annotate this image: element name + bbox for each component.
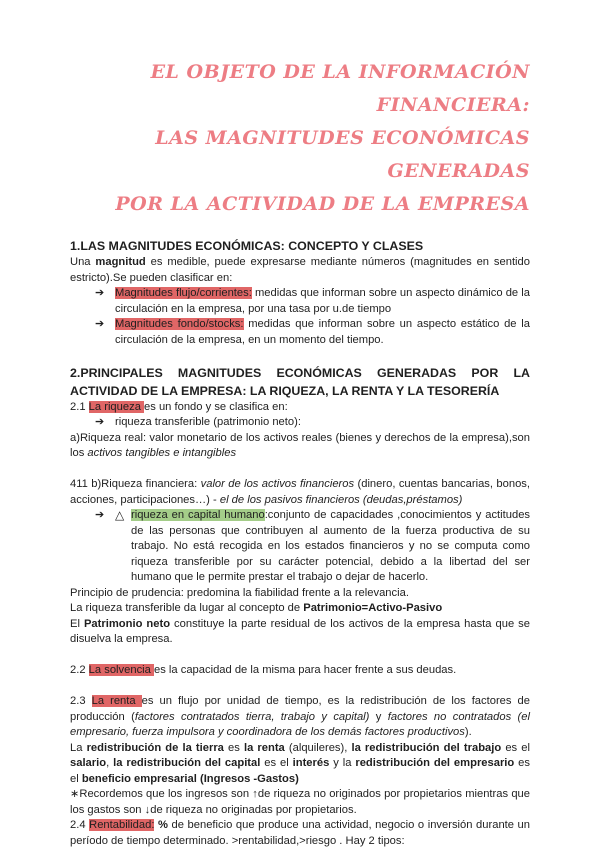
text-run: la renta	[243, 741, 285, 754]
text-run: de beneficio que produce una actividad, negocio o inversión durante un período de tiempo determinado. >rentabilidad,>riesgo . Hay 2 tipos:	[70, 819, 531, 847]
text-run: ∗Recordemos que los ingresos son ↑de riqueza no originados por propietarios mientras que los gastos son ↓de riqueza no originadas por propietarios.	[70, 788, 530, 816]
text-run: 2.4	[70, 819, 90, 831]
text-run: activos tangibles e intangibles	[87, 447, 237, 459]
highlighted-text-run: La solvencia	[88, 664, 154, 676]
bullet-text	[115, 286, 530, 317]
paragraph	[70, 617, 530, 648]
bullet-item	[70, 508, 530, 586]
text-run: ,	[106, 757, 114, 769]
highlighted-text-run: La renta	[91, 695, 142, 707]
text-run: 2.2	[70, 664, 89, 676]
text-run: salario	[70, 757, 107, 769]
bullet-text	[115, 415, 530, 431]
text-run: Principio de prudencia: predomina la fiabilidad frente a la relevancia.	[70, 586, 409, 599]
paragraph	[70, 477, 530, 508]
document-title	[70, 56, 530, 221]
section-heading	[70, 364, 530, 400]
text-run: riqueza transferible (patrimonio neto):	[115, 416, 301, 428]
text-run: (dinero, cuentas bancarias, bonos, acciones, participaciones…) -	[70, 478, 530, 506]
text-run: 2.3	[70, 695, 92, 707]
paragraph	[70, 818, 530, 848]
text-run: 411 b)Riqueza financiera:	[70, 478, 201, 490]
text-run: magnitud	[95, 256, 146, 268]
text-run: redistribución del empresario	[355, 757, 515, 769]
text-run: medidas que informan sobre un aspecto dinámico de la circulación en la empresa, por una tasa por u.de tiempo	[115, 287, 530, 315]
highlighted-text-run: Magnitudes fondo/stocks:	[115, 318, 244, 330]
text-run: y la	[329, 757, 356, 769]
arrow-bullet-icon: ➔	[95, 287, 105, 299]
arrow-bullet-icon: ➔	[95, 318, 105, 330]
text-run: :conjunto de capacidades ,conocimientos y actitudes de las personas que contribuyen al aumento de la fuerza productiva de su trabajo. No está recogida en los estados financieros y no se computa como riqueza transferible por su carácter potencial, debido a la libertad del ser humano que le permite prestar el trabajo o dejar de hacerlo.	[131, 509, 531, 583]
title-line: POR LA ACTIVIDAD DE LA EMPRESA	[115, 193, 530, 215]
text-run: ).	[464, 726, 472, 738]
highlighted-text-run: Magnitudes flujo/corrientes:	[115, 287, 252, 299]
bullet-text	[131, 508, 530, 586]
text-run: medidas que informan sobre un aspecto estático de la circulación de la empresa, en un momento del tiempo.	[115, 318, 530, 346]
text-run: %	[158, 819, 168, 831]
text-run: 1.LAS MAGNITUDES ECONÓMICAS: CONCEPTO Y CLASES	[70, 239, 424, 253]
text-run: factores contratados tierra, trabajo y capital)	[134, 710, 370, 723]
text-run: es la capacidad de la misma para hacer frente a sus deudas.	[153, 664, 457, 676]
text-run: a)Riqueza real: valor monetario de los activos reales (bienes y derechos de la empresa),son los	[70, 431, 530, 459]
title-line: EL OBJETO DE LA INFORMACIÓN FINANCIERA:	[150, 61, 530, 116]
text-run: es el	[501, 741, 530, 754]
text-run: es el	[260, 757, 293, 769]
text-run: es	[223, 741, 244, 754]
paragraph	[70, 694, 530, 741]
text-run: valor de los activos financieros	[200, 478, 358, 490]
text-run: La riqueza transferible da lugar al concepto de	[70, 602, 304, 614]
text-run: (alquileres),	[284, 741, 352, 754]
text-run: beneficio empresarial (Ingresos -Gastos)	[81, 772, 299, 785]
highlighted-text-run: Rentabilidad:	[89, 819, 155, 831]
text-run: el de los pasivos financieros (deudas,préstamos)	[219, 493, 463, 506]
blank-line	[70, 348, 530, 364]
text-run: y	[369, 710, 388, 723]
text-run: 2.PRINCIPALES MAGNITUDES ECONÓMICAS GENERADAS POR LA ACTIVIDAD DE LA EMPRESA: LA RIQUEZA, LA RENTA Y LA TESORERÍA	[70, 365, 530, 398]
text-run: interés	[292, 757, 330, 769]
section-heading	[70, 237, 530, 255]
paragraph	[70, 663, 530, 679]
blank-line	[70, 679, 530, 695]
text-run: Patrimonio=Activo-Pasivo	[303, 602, 443, 614]
bullet-item	[70, 286, 530, 317]
document-body	[70, 237, 530, 848]
text-run: 2.1	[70, 400, 89, 413]
text-run: es un fondo y se clasifica en:	[144, 400, 288, 413]
text-run: la redistribución del trabajo	[351, 741, 502, 754]
paragraph	[70, 586, 530, 602]
bullet-item	[70, 317, 530, 348]
blank-line	[70, 462, 530, 478]
bullet-item	[70, 415, 530, 431]
paragraph	[70, 601, 530, 617]
highlighted-text-run: La riqueza	[88, 400, 145, 413]
paragraph	[70, 255, 530, 286]
highlighted-text-run: riqueza en capital humano	[131, 509, 265, 521]
bullet-text	[115, 317, 530, 348]
arrow-bullet-icon: ➔	[95, 509, 105, 521]
title-line: LAS MAGNITUDES ECONÓMICAS GENERADAS	[155, 127, 530, 182]
text-run: es un flujo por unidad de tiempo, es la redistribución de los factores de producción (	[70, 695, 530, 723]
text-run: factores no contratados (el empresario, fuerza impulsora y coordinadora de los demás factores productivos	[70, 710, 530, 738]
paragraph	[70, 431, 530, 462]
paragraph	[70, 741, 530, 788]
text-run: Una	[70, 256, 96, 268]
text-run: El	[70, 617, 84, 630]
text-run: constituye la parte residual de los activos de la empresa hasta que se disuelva la empresa.	[70, 617, 530, 645]
paragraph	[70, 787, 530, 818]
text-run: la redistribución del capital	[113, 757, 261, 769]
arrow-bullet-icon: ➔	[95, 416, 105, 428]
text-run: La	[70, 741, 87, 754]
paragraph	[70, 400, 530, 416]
blank-line	[70, 648, 530, 664]
text-run: redistribución de la tierra	[86, 741, 224, 754]
text-run: Patrimonio neto	[83, 617, 171, 630]
text-run: es el	[70, 757, 530, 785]
triangle-delta-icon: △	[115, 508, 125, 522]
text-run: es medible, puede expresarse mediante números (magnitudes en sentido estricto).Se pueden clasificar en:	[70, 256, 530, 284]
